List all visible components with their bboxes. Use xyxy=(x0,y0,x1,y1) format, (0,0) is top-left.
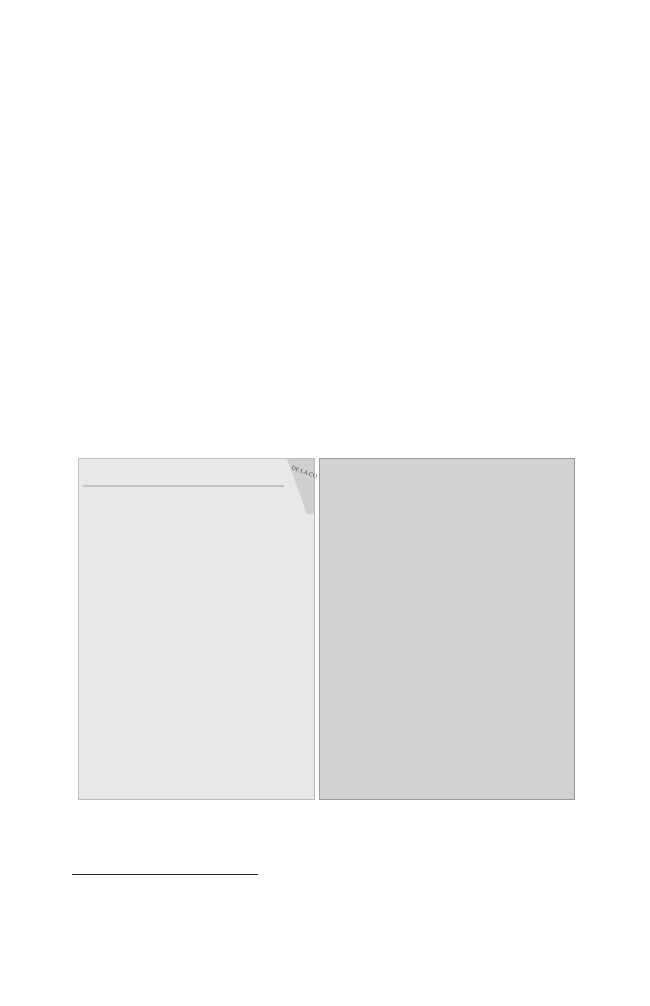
stamp-mark: DE LA CO xyxy=(290,465,318,481)
figure-questionnaire xyxy=(319,458,575,800)
figure-contents-page xyxy=(78,458,318,800)
contents-page-scan xyxy=(79,459,318,799)
questionnaire-scan xyxy=(320,459,574,799)
footnote-rule xyxy=(72,874,258,875)
